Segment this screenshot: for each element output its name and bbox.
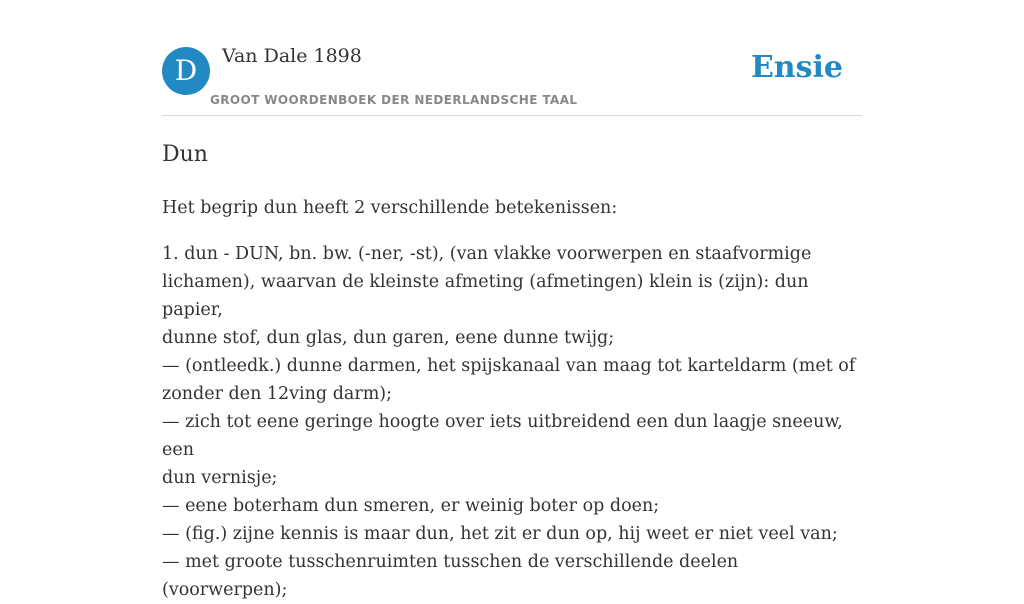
meaning-line: — zich tot eene geringe hoogte over iets uitbreidend een dun laagje sneeuw, een xyxy=(162,412,843,460)
meaning-line: — met groote tusschenruimten tusschen de verschillende deelen (voorwerpen); xyxy=(162,552,739,600)
page-content xyxy=(162,0,862,604)
meaning-line: lichamen), waarvan de kleinste afmeting (afmetingen) klein is (zijn): dun papier, xyxy=(162,272,809,320)
meaning-line: — (fig.) zijne kennis is maar dun, het zit er dun op, hij weet er niet veel van; xyxy=(162,524,838,544)
meaning-line: zonder den 12ving darm); xyxy=(162,384,393,404)
site-header xyxy=(162,0,862,116)
entry-intro: Het begrip dun heeft 2 verschillende betekenissen: xyxy=(162,198,618,218)
dictionary-logo[interactable]: D xyxy=(162,47,210,95)
dictionary-title[interactable]: Van Dale 1898 xyxy=(222,45,362,67)
meaning-line: dunne stof, dun glas, dun garen, eene dunne twijg; xyxy=(162,328,615,348)
ensie-brand-link[interactable]: Ensie xyxy=(750,50,843,85)
meaning-text xyxy=(162,240,862,604)
meaning-line: dun vernisje; xyxy=(162,468,278,488)
dictionary-subtitle: GROOT WOORDENBOEK DER NEDERLANDSCHE TAAL xyxy=(210,93,578,107)
entry-title: Dun xyxy=(162,142,208,167)
meaning-line: 1. dun - DUN, bn. bw. (-ner, -st), (van vlakke voorwerpen en staafvormige xyxy=(162,244,812,264)
meaning-line: — (ontleedk.) dunne darmen, het spijskanaal van maag tot karteldarm (met of xyxy=(162,356,856,376)
meaning-line: — eene boterham dun smeren, er weinig boter op doen; xyxy=(162,496,660,516)
